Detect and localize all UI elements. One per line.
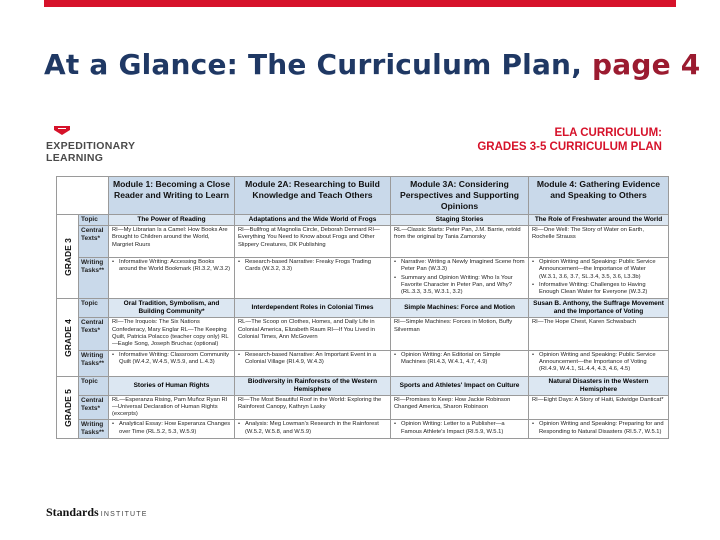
writing-tasks-cell: [391, 258, 529, 299]
slide-title-accent: page 4: [591, 48, 701, 81]
task-item: • Opinion Writing: An Editorial on Simple Machines (RI.4.3, W.4.1, 4.7, 4.9): [394, 352, 525, 367]
footer-brand: Standards: [46, 505, 99, 519]
document-heading: [477, 126, 662, 154]
document-heading-line-1: ELA CURRICULUM:: [554, 127, 662, 139]
grade-5-texts-row: [57, 395, 669, 420]
row-label-central-texts: Central Texts*: [79, 226, 109, 258]
row-label-writing-tasks: Writing Tasks**: [79, 420, 109, 439]
row-label-topic: Topic: [79, 215, 109, 226]
topic-cell: Sports and Athletes' Impact on Culture: [391, 376, 529, 395]
grade-4-label-cell: [57, 299, 79, 376]
grade-4-tasks-row: [57, 350, 669, 376]
writing-tasks-cell: [109, 258, 235, 299]
slide-title: [44, 48, 700, 81]
central-texts-cell: RI—The Hope Chest, Karen Schwabach: [529, 318, 669, 350]
grade-3-texts-row: [57, 226, 669, 258]
logo-line-2: LEARNING: [46, 152, 104, 164]
slide-title-main: At a Glance: The Curriculum Plan,: [44, 48, 592, 81]
task-item: • Research-based Narrative: An Important Event in a Colonial Village (RI.4.9, W.4.3): [238, 352, 387, 367]
module-header: Module 2A: Researching to Build Knowledge and Teach Others: [235, 177, 391, 215]
task-item: • Opinion Writing: Letter to a Publisher—a Famous Athlete's Impact (RI.5.9, W.5.1): [394, 421, 525, 436]
task-item: • Informative Writing: Challenges to Having Enough Clean Water for Everyone (W.3.2): [532, 282, 665, 297]
task-item: • Analytical Essay: How Esperanza Changes over Time (RL.5.2, 5.3, W.5.9): [112, 421, 231, 436]
header-blank-cell: [57, 177, 109, 215]
row-label-central-texts: Central Texts*: [79, 395, 109, 420]
grade-5-tasks-row: [57, 420, 669, 439]
topic-cell: Simple Machines: Force and Motion: [391, 299, 529, 318]
topic-cell: Susan B. Anthony, the Suffrage Movement and the Importance of Voting: [529, 299, 669, 318]
central-texts-cell: RL—Esperanza Rising, Pam Muñoz Ryan RI—Universal Declaration of Human Rights (excerpts): [109, 395, 235, 420]
topic-cell: Biodiversity in Rainforests of the Western Hemisphere: [235, 376, 391, 395]
el-logo-mark-icon: [54, 126, 70, 135]
writing-tasks-cell: [529, 350, 669, 376]
standards-institute-logo: [46, 505, 148, 520]
writing-tasks-cell: [109, 350, 235, 376]
writing-tasks-cell: [529, 258, 669, 299]
writing-tasks-cell: [391, 350, 529, 376]
task-item: • Research-based Narrative: Freaky Frogs Trading Cards (W.3.2, 3.3): [238, 259, 387, 274]
writing-tasks-cell: [235, 350, 391, 376]
document-heading-line-2: GRADES 3-5 CURRICULUM PLAN: [477, 141, 662, 153]
central-texts-cell: RI—Simple Machines: Forces in Motion, Buffy Silverman: [391, 318, 529, 350]
central-texts-cell: RL—The Scoop on Clothes, Homes, and Daily Life in Colonial America, Elizabeth Raum RI—If You Lived in Colonial Times, Ann McGovern: [235, 318, 391, 350]
writing-tasks-cell: [235, 420, 391, 439]
row-label-topic: Topic: [79, 376, 109, 395]
top-accent-bar: [44, 0, 676, 7]
grade-3-label-cell: [57, 215, 79, 299]
module-header: Module 4: Gathering Evidence and Speaking to Others: [529, 177, 669, 215]
grade-label: GRADE 5: [62, 388, 73, 427]
writing-tasks-cell: [529, 420, 669, 439]
central-texts-cell: RI—Eight Days: A Story of Haiti, Edwidge Danticat*: [529, 395, 669, 420]
topic-cell: The Power of Reading: [109, 215, 235, 226]
grade-5-topic-row: [57, 376, 669, 395]
central-texts-cell: RI—The Most Beautiful Roof in the World: Exploring the Rainforest Canopy, Kathryn Lasky: [235, 395, 391, 420]
central-texts-cell: RI—Bullfrog at Magnolia Circle, Deborah Dennard RI—Everything You Need to Know about Frogs and Other Slippery Creatures, DK Publishing: [235, 226, 391, 258]
grade-label: GRADE 4: [62, 318, 73, 357]
logo-line-1: EXPEDITIONARY: [46, 140, 136, 152]
central-texts-cell: RI—My Librarian Is a Camel: How Books Are Brought to Children around the World, Margriet Ruurs: [109, 226, 235, 258]
topic-cell: Adaptations and the Wide World of Frogs: [235, 215, 391, 226]
grade-label: GRADE 3: [62, 237, 73, 276]
grade-3-topic-row: [57, 215, 669, 226]
task-item: • Opinion Writing and Speaking: Public Service Announcement—the Importance of Voting (RI.4.9, W.4.1, SL.4.4, 4.3, 4.6, 4.5): [532, 352, 665, 374]
module-header-row: [57, 177, 669, 215]
writing-tasks-cell: [391, 420, 529, 439]
module-header: Module 1: Becoming a Close Reader and Writing to Learn: [109, 177, 235, 215]
task-item: • Informative Writing: Accessing Books around the World Bookmark (RI.3.2, W.3.2): [112, 259, 231, 274]
expeditionary-learning-logo: [44, 124, 154, 174]
task-item: • Opinion Writing and Speaking: Preparing for and Responding to Natural Disasters (RI.5.7, W.5.1): [532, 421, 665, 436]
grade-3-tasks-row: [57, 258, 669, 299]
curriculum-table: [56, 176, 669, 439]
topic-cell: Oral Tradition, Symbolism, and Building Community*: [109, 299, 235, 318]
row-label-topic: Topic: [79, 299, 109, 318]
footer-brand-sub: INSTITUTE: [100, 511, 148, 518]
curriculum-plan-document: [44, 122, 676, 487]
row-label-writing-tasks: Writing Tasks**: [79, 350, 109, 376]
module-header: Module 3A: Considering Perspectives and Supporting Opinions: [391, 177, 529, 215]
row-label-writing-tasks: Writing Tasks**: [79, 258, 109, 299]
writing-tasks-cell: [235, 258, 391, 299]
grade-5-label-cell: [57, 376, 79, 439]
central-texts-cell: RI—Promises to Keep: How Jackie Robinson Changed America, Sharon Robinson: [391, 395, 529, 420]
topic-cell: Staging Stories: [391, 215, 529, 226]
central-texts-cell: RI—The Iroquois: The Six Nations Confederacy, Mary Englar RL—The Keeping Quilt, Patricia Polacco (teacher copy only) RL—Eagle Song, Joseph Bruchac (optional): [109, 318, 235, 350]
topic-cell: The Role of Freshwater around the World: [529, 215, 669, 226]
task-item: • Narrative: Writing a Newly Imagined Scene from Peter Pan (W.3.3): [394, 259, 525, 274]
task-item: • Summary and Opinion Writing: Who Is Your Favorite Character in Peter Pan, and Why? (RL.3.3, 3.5, W.3.1, 3.2): [394, 275, 525, 297]
writing-tasks-cell: [109, 420, 235, 439]
task-item: • Opinion Writing and Speaking: Public Service Announcement—the Importance of Water (W.3.1, 3.6, 3.7, SL.3.4, 3.5, 3.6, L3.3b): [532, 259, 665, 281]
central-texts-cell: RI—One Well: The Story of Water on Earth, Rochelle Strauss: [529, 226, 669, 258]
grade-4-topic-row: [57, 299, 669, 318]
topic-cell: Interdependent Roles in Colonial Times: [235, 299, 391, 318]
row-label-central-texts: Central Texts*: [79, 318, 109, 350]
central-texts-cell: RL—Classic Starts: Peter Pan, J.M. Barrie, retold from the original by Tania Zamorsky: [391, 226, 529, 258]
grade-4-texts-row: [57, 318, 669, 350]
topic-cell: Natural Disasters in the Western Hemisphere: [529, 376, 669, 395]
task-item: • Analysis: Meg Lowman's Research in the Rainforest (W.5.2, W.5.8, and W.5.9): [238, 421, 387, 436]
task-item: • Informative Writing: Classroom Community Quilt (W.4.2, W.4.5, W.5.9, and L.4.3): [112, 352, 231, 367]
topic-cell: Stories of Human Rights: [109, 376, 235, 395]
